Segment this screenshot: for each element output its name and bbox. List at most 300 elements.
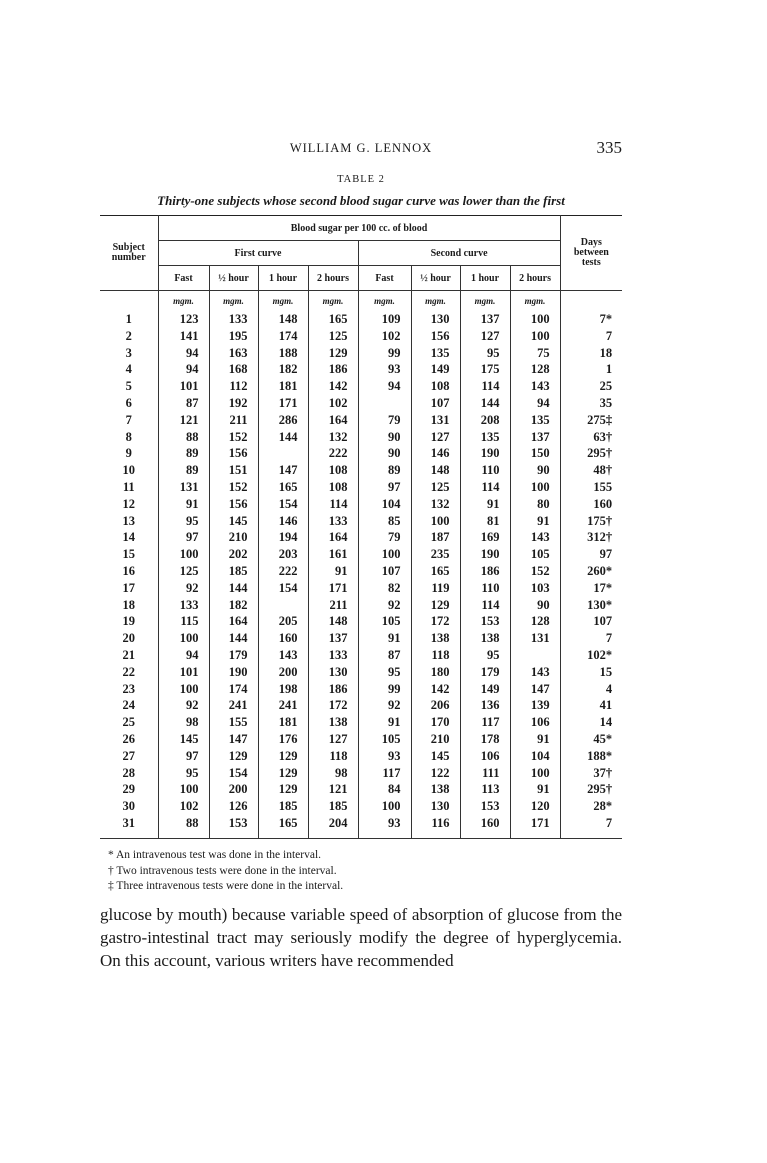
cell-second-half-hour: 135 xyxy=(411,345,460,362)
header-first-curve: First curve xyxy=(158,241,358,266)
cell-days: 63† xyxy=(560,429,622,446)
running-head xyxy=(100,138,622,158)
header-second-fast: Fast xyxy=(358,266,411,291)
table-bottom-rule xyxy=(209,832,258,839)
cell-subject: 29 xyxy=(122,782,135,797)
cell-second-one-hour: 190 xyxy=(460,546,510,563)
cell-second-two-hours: 128 xyxy=(510,361,560,378)
cell-second-two-hours: 80 xyxy=(510,496,560,513)
cell-first-two-hours: 186 xyxy=(308,361,358,378)
unit-label: mgm. xyxy=(258,291,308,312)
cell-second-two-hours: 128 xyxy=(510,613,560,630)
cell-first-two-hours: 161 xyxy=(308,546,358,563)
cell-subject: 8 xyxy=(125,429,132,444)
body-paragraph: glucose by mouth) because variable speed of absorption of glucose from the gastro-intestinal tract may seriously modify the degree of hyperglycemia. On this account, various writers have recommended xyxy=(100,905,622,970)
cell-first-half-hour: 195 xyxy=(209,328,258,345)
cell-first-half-hour: 190 xyxy=(209,664,258,681)
cell-first-two-hours: 165 xyxy=(308,311,358,328)
cell-subject: 20 xyxy=(122,631,135,646)
header-subject-number: Subject number xyxy=(100,216,158,291)
table-row xyxy=(100,781,622,798)
cell-subject: 12 xyxy=(122,496,135,511)
cell-second-half-hour: 130 xyxy=(411,311,460,328)
cell-second-one-hour: 144 xyxy=(460,395,510,412)
table-row xyxy=(100,798,622,815)
cell-second-fast: 84 xyxy=(358,781,411,798)
table-bottom-rule xyxy=(100,832,158,839)
cell-days: 18 xyxy=(560,345,622,362)
cell-second-half-hour: 119 xyxy=(411,580,460,597)
page-number: 335 xyxy=(596,138,622,157)
cell-subject: 2 xyxy=(125,328,132,343)
table-row xyxy=(100,731,622,748)
cell-second-fast: 85 xyxy=(358,513,411,530)
cell-second-one-hour: 208 xyxy=(460,412,510,429)
footnote-double-dagger: ‡ Three intravenous tests were done in the interval. xyxy=(108,880,344,892)
cell-days: 28* xyxy=(560,798,622,815)
table-row xyxy=(100,529,622,546)
cell-first-fast: 97 xyxy=(158,529,209,546)
cell-first-fast: 92 xyxy=(158,580,209,597)
cell-second-half-hour: 138 xyxy=(411,781,460,798)
cell-first-two-hours: 222 xyxy=(308,445,358,462)
table-row xyxy=(100,361,622,378)
cell-second-one-hour: 175 xyxy=(460,361,510,378)
cell-days: 275‡ xyxy=(560,412,622,429)
cell-first-half-hour: 168 xyxy=(209,361,258,378)
cell-second-fast: 79 xyxy=(358,412,411,429)
cell-first-fast: 94 xyxy=(158,647,209,664)
cell-days: 17* xyxy=(560,580,622,597)
cell-second-two-hours: 75 xyxy=(510,345,560,362)
cell-second-half-hour: 127 xyxy=(411,429,460,446)
cell-second-one-hour: 135 xyxy=(460,429,510,446)
table-row xyxy=(100,429,622,446)
cell-subject: 26 xyxy=(122,731,135,746)
cell-subject: 16 xyxy=(122,563,135,578)
header-first-fast: Fast xyxy=(158,266,209,291)
cell-first-two-hours: 130 xyxy=(308,664,358,681)
cell-second-two-hours xyxy=(510,647,560,664)
cell-second-half-hour: 116 xyxy=(411,815,460,832)
table-bottom-rule xyxy=(358,832,411,839)
cell-second-two-hours: 100 xyxy=(510,311,560,328)
cell-first-one-hour: 165 xyxy=(258,815,308,832)
table-row xyxy=(100,563,622,580)
cell-second-one-hour: 95 xyxy=(460,345,510,362)
table-row xyxy=(100,546,622,563)
table-row xyxy=(100,462,622,479)
cell-first-two-hours: 142 xyxy=(308,378,358,395)
cell-second-fast: 99 xyxy=(358,681,411,698)
cell-second-two-hours: 171 xyxy=(510,815,560,832)
cell-first-two-hours: 121 xyxy=(308,781,358,798)
cell-second-one-hour: 136 xyxy=(460,697,510,714)
table-row xyxy=(100,345,622,362)
cell-second-two-hours: 137 xyxy=(510,429,560,446)
unit-label: mgm. xyxy=(510,291,560,312)
cell-second-half-hour: 156 xyxy=(411,328,460,345)
cell-second-one-hour: 160 xyxy=(460,815,510,832)
cell-first-half-hour: 202 xyxy=(209,546,258,563)
cell-second-fast: 100 xyxy=(358,798,411,815)
footnote-dagger: † Two intravenous tests were done in the interval. xyxy=(108,864,337,877)
cell-second-one-hour: 190 xyxy=(460,445,510,462)
cell-second-fast: 93 xyxy=(358,815,411,832)
running-head-author: WILLIAM G. LENNOX xyxy=(289,141,433,155)
cell-first-one-hour: 185 xyxy=(258,798,308,815)
cell-first-half-hour: 147 xyxy=(209,731,258,748)
cell-second-fast: 79 xyxy=(358,529,411,546)
cell-second-half-hour: 108 xyxy=(411,378,460,395)
header-first-half-hour: ½ hour xyxy=(209,266,258,291)
cell-second-two-hours: 91 xyxy=(510,513,560,530)
cell-second-one-hour: 178 xyxy=(460,731,510,748)
cell-second-fast xyxy=(358,395,411,412)
cell-subject: 9 xyxy=(125,446,132,461)
cell-second-fast: 105 xyxy=(358,731,411,748)
cell-second-one-hour: 179 xyxy=(460,664,510,681)
header-second-half-hour: ½ hour xyxy=(411,266,460,291)
cell-second-two-hours: 90 xyxy=(510,462,560,479)
cell-second-one-hour: 81 xyxy=(460,513,510,530)
cell-second-two-hours: 94 xyxy=(510,395,560,412)
cell-second-one-hour: 111 xyxy=(460,765,510,782)
cell-second-two-hours: 100 xyxy=(510,765,560,782)
cell-first-one-hour: 205 xyxy=(258,613,308,630)
cell-first-fast: 125 xyxy=(158,563,209,580)
cell-first-fast: 97 xyxy=(158,748,209,765)
footnotes xyxy=(108,848,343,895)
cell-first-fast: 88 xyxy=(158,815,209,832)
cell-second-two-hours: 150 xyxy=(510,445,560,462)
cell-second-two-hours: 143 xyxy=(510,529,560,546)
cell-first-fast: 145 xyxy=(158,731,209,748)
table-row xyxy=(100,681,622,698)
cell-first-half-hour: 211 xyxy=(209,412,258,429)
cell-days: 41 xyxy=(560,697,622,714)
cell-first-fast: 89 xyxy=(158,462,209,479)
cell-second-two-hours: 91 xyxy=(510,781,560,798)
header-blood-sugar: Blood sugar per 100 cc. of blood xyxy=(158,216,560,241)
cell-first-fast: 131 xyxy=(158,479,209,496)
cell-second-one-hour: 95 xyxy=(460,647,510,664)
cell-second-two-hours: 143 xyxy=(510,378,560,395)
cell-first-fast: 88 xyxy=(158,429,209,446)
cell-first-fast: 121 xyxy=(158,412,209,429)
cell-subject: 24 xyxy=(122,698,135,713)
unit-spacer xyxy=(560,291,622,312)
cell-first-two-hours: 204 xyxy=(308,815,358,832)
table-bottom-rule xyxy=(460,832,510,839)
table-row xyxy=(100,378,622,395)
cell-first-two-hours: 132 xyxy=(308,429,358,446)
cell-second-half-hour: 187 xyxy=(411,529,460,546)
cell-second-fast: 99 xyxy=(358,345,411,362)
cell-first-fast: 133 xyxy=(158,597,209,614)
cell-second-fast: 100 xyxy=(358,546,411,563)
cell-days: 107 xyxy=(560,613,622,630)
cell-first-one-hour: 160 xyxy=(258,630,308,647)
cell-subject: 19 xyxy=(122,614,135,629)
cell-first-half-hour: 153 xyxy=(209,815,258,832)
cell-first-half-hour: 126 xyxy=(209,798,258,815)
cell-first-two-hours: 118 xyxy=(308,748,358,765)
cell-second-half-hour: 146 xyxy=(411,445,460,462)
cell-first-fast: 95 xyxy=(158,765,209,782)
cell-second-one-hour: 106 xyxy=(460,748,510,765)
cell-first-one-hour: 182 xyxy=(258,361,308,378)
table-row xyxy=(100,479,622,496)
cell-second-fast: 104 xyxy=(358,496,411,513)
cell-second-half-hour: 206 xyxy=(411,697,460,714)
cell-subject: 11 xyxy=(122,479,135,494)
cell-days: 7 xyxy=(560,630,622,647)
cell-subject: 31 xyxy=(122,815,135,830)
cell-first-half-hour: 163 xyxy=(209,345,258,362)
cell-second-two-hours: 152 xyxy=(510,563,560,580)
unit-label: mgm. xyxy=(308,291,358,312)
cell-second-one-hour: 169 xyxy=(460,529,510,546)
cell-first-one-hour: 165 xyxy=(258,479,308,496)
cell-second-half-hour: 122 xyxy=(411,765,460,782)
cell-first-fast: 115 xyxy=(158,613,209,630)
cell-second-half-hour: 100 xyxy=(411,513,460,530)
cell-second-half-hour: 142 xyxy=(411,681,460,698)
cell-first-half-hour: 156 xyxy=(209,496,258,513)
cell-first-fast: 94 xyxy=(158,361,209,378)
cell-first-half-hour: 152 xyxy=(209,429,258,446)
cell-first-half-hour: 174 xyxy=(209,681,258,698)
cell-first-one-hour: 146 xyxy=(258,513,308,530)
cell-first-half-hour: 152 xyxy=(209,479,258,496)
cell-first-fast: 91 xyxy=(158,496,209,513)
cell-second-fast: 95 xyxy=(358,664,411,681)
cell-second-fast: 91 xyxy=(358,714,411,731)
cell-second-one-hour: 153 xyxy=(460,613,510,630)
cell-subject: 25 xyxy=(122,715,135,730)
header-days-between-tests: Days between tests xyxy=(560,216,622,291)
cell-days: 48† xyxy=(560,462,622,479)
unit-label: mgm. xyxy=(411,291,460,312)
cell-second-fast: 87 xyxy=(358,647,411,664)
cell-second-two-hours: 106 xyxy=(510,714,560,731)
cell-first-one-hour: 154 xyxy=(258,496,308,513)
cell-first-fast: 100 xyxy=(158,546,209,563)
cell-second-fast: 97 xyxy=(358,479,411,496)
cell-second-half-hour: 125 xyxy=(411,479,460,496)
cell-subject: 14 xyxy=(122,530,135,545)
cell-second-one-hour: 127 xyxy=(460,328,510,345)
cell-second-one-hour: 137 xyxy=(460,311,510,328)
cell-second-two-hours: 120 xyxy=(510,798,560,815)
cell-second-fast: 82 xyxy=(358,580,411,597)
cell-second-one-hour: 114 xyxy=(460,479,510,496)
cell-second-two-hours: 90 xyxy=(510,597,560,614)
cell-second-two-hours: 104 xyxy=(510,748,560,765)
cell-second-half-hour: 131 xyxy=(411,412,460,429)
cell-second-half-hour: 107 xyxy=(411,395,460,412)
cell-days: 160 xyxy=(560,496,622,513)
cell-subject: 30 xyxy=(122,799,135,814)
cell-first-two-hours: 125 xyxy=(308,328,358,345)
cell-second-half-hour: 132 xyxy=(411,496,460,513)
cell-subject: 27 xyxy=(122,748,135,763)
cell-second-half-hour: 130 xyxy=(411,798,460,815)
table-row xyxy=(100,815,622,832)
header-first-two-hours: 2 hours xyxy=(308,266,358,291)
cell-first-two-hours: 114 xyxy=(308,496,358,513)
cell-first-fast: 87 xyxy=(158,395,209,412)
cell-days: 130* xyxy=(560,597,622,614)
cell-first-two-hours: 98 xyxy=(308,765,358,782)
cell-first-one-hour: 147 xyxy=(258,462,308,479)
cell-first-one-hour: 286 xyxy=(258,412,308,429)
cell-first-half-hour: 179 xyxy=(209,647,258,664)
cell-first-half-hour: 156 xyxy=(209,445,258,462)
cell-second-fast: 105 xyxy=(358,613,411,630)
table-bottom-rule xyxy=(560,832,622,839)
cell-first-one-hour xyxy=(258,597,308,614)
cell-first-two-hours: 133 xyxy=(308,647,358,664)
cell-second-fast: 89 xyxy=(358,462,411,479)
cell-first-two-hours: 186 xyxy=(308,681,358,698)
cell-second-half-hour: 145 xyxy=(411,748,460,765)
cell-first-fast: 94 xyxy=(158,345,209,362)
cell-second-fast: 109 xyxy=(358,311,411,328)
cell-second-fast: 93 xyxy=(358,361,411,378)
cell-second-half-hour: 165 xyxy=(411,563,460,580)
cell-second-half-hour: 172 xyxy=(411,613,460,630)
cell-second-half-hour: 210 xyxy=(411,731,460,748)
cell-first-half-hour: 200 xyxy=(209,781,258,798)
cell-first-two-hours: 172 xyxy=(308,697,358,714)
cell-subject: 15 xyxy=(122,547,135,562)
cell-second-two-hours: 103 xyxy=(510,580,560,597)
header-second-one-hour: 1 hour xyxy=(460,266,510,291)
cell-second-two-hours: 143 xyxy=(510,664,560,681)
cell-days: 260* xyxy=(560,563,622,580)
unit-label: mgm. xyxy=(358,291,411,312)
cell-first-fast: 123 xyxy=(158,311,209,328)
table-bottom-rule xyxy=(158,832,209,839)
cell-first-one-hour: 129 xyxy=(258,781,308,798)
cell-second-two-hours: 100 xyxy=(510,479,560,496)
cell-days: 188* xyxy=(560,748,622,765)
cell-first-two-hours: 148 xyxy=(308,613,358,630)
cell-first-fast: 101 xyxy=(158,378,209,395)
cell-first-fast: 89 xyxy=(158,445,209,462)
table-row xyxy=(100,597,622,614)
cell-days: 7 xyxy=(560,815,622,832)
cell-second-one-hour: 91 xyxy=(460,496,510,513)
table-row xyxy=(100,580,622,597)
table-row xyxy=(100,395,622,412)
cell-subject: 5 xyxy=(125,379,132,394)
cell-second-two-hours: 135 xyxy=(510,412,560,429)
cell-second-two-hours: 91 xyxy=(510,731,560,748)
cell-second-fast: 107 xyxy=(358,563,411,580)
cell-first-fast: 101 xyxy=(158,664,209,681)
cell-first-half-hour: 164 xyxy=(209,613,258,630)
cell-days: 7 xyxy=(560,328,622,345)
cell-second-half-hour: 148 xyxy=(411,462,460,479)
table-row xyxy=(100,328,622,345)
cell-second-fast: 94 xyxy=(358,378,411,395)
cell-days: 35 xyxy=(560,395,622,412)
cell-days: 1 xyxy=(560,361,622,378)
cell-subject: 1 xyxy=(125,312,132,326)
cell-second-fast: 92 xyxy=(358,697,411,714)
unit-spacer xyxy=(100,291,158,312)
footnote-asterisk: * An intravenous test was done in the interval. xyxy=(108,849,322,861)
header-second-curve: Second curve xyxy=(358,241,560,266)
unit-label: mgm. xyxy=(460,291,510,312)
cell-first-half-hour: 151 xyxy=(209,462,258,479)
cell-first-two-hours: 171 xyxy=(308,580,358,597)
cell-first-half-hour: 144 xyxy=(209,630,258,647)
cell-first-half-hour: 241 xyxy=(209,697,258,714)
cell-subject: 17 xyxy=(122,580,135,595)
cell-first-one-hour: 154 xyxy=(258,580,308,597)
cell-days: 7* xyxy=(560,311,622,328)
cell-first-one-hour: 181 xyxy=(258,714,308,731)
cell-second-one-hour: 114 xyxy=(460,597,510,614)
table-row xyxy=(100,496,622,513)
cell-days: 14 xyxy=(560,714,622,731)
table-row xyxy=(100,630,622,647)
cell-first-fast: 102 xyxy=(158,798,209,815)
cell-first-one-hour: 241 xyxy=(258,697,308,714)
cell-first-two-hours: 133 xyxy=(308,513,358,530)
cell-first-one-hour: 129 xyxy=(258,765,308,782)
cell-first-fast: 95 xyxy=(158,513,209,530)
cell-second-fast: 93 xyxy=(358,748,411,765)
cell-first-fast: 98 xyxy=(158,714,209,731)
table-row xyxy=(100,748,622,765)
cell-days: 15 xyxy=(560,664,622,681)
cell-first-fast: 141 xyxy=(158,328,209,345)
cell-days: 37† xyxy=(560,765,622,782)
cell-second-half-hour: 118 xyxy=(411,647,460,664)
cell-first-half-hour: 185 xyxy=(209,563,258,580)
cell-second-half-hour: 235 xyxy=(411,546,460,563)
table-row xyxy=(100,445,622,462)
cell-first-half-hour: 182 xyxy=(209,597,258,614)
header-first-one-hour: 1 hour xyxy=(258,266,308,291)
table-number: TABLE 2 xyxy=(337,174,385,185)
cell-first-two-hours: 164 xyxy=(308,529,358,546)
unit-label: mgm. xyxy=(209,291,258,312)
cell-second-one-hour: 149 xyxy=(460,681,510,698)
cell-second-half-hour: 180 xyxy=(411,664,460,681)
unit-label: mgm. xyxy=(158,291,209,312)
cell-second-one-hour: 186 xyxy=(460,563,510,580)
cell-second-half-hour: 170 xyxy=(411,714,460,731)
cell-days: 4 xyxy=(560,681,622,698)
cell-subject: 3 xyxy=(125,345,132,360)
cell-second-one-hour: 110 xyxy=(460,462,510,479)
cell-second-two-hours: 131 xyxy=(510,630,560,647)
cell-first-half-hour: 192 xyxy=(209,395,258,412)
cell-first-half-hour: 154 xyxy=(209,765,258,782)
cell-first-one-hour: 129 xyxy=(258,748,308,765)
blood-sugar-table xyxy=(100,215,622,839)
cell-first-one-hour: 188 xyxy=(258,345,308,362)
cell-days: 45* xyxy=(560,731,622,748)
cell-second-fast: 90 xyxy=(358,429,411,446)
table-row xyxy=(100,697,622,714)
